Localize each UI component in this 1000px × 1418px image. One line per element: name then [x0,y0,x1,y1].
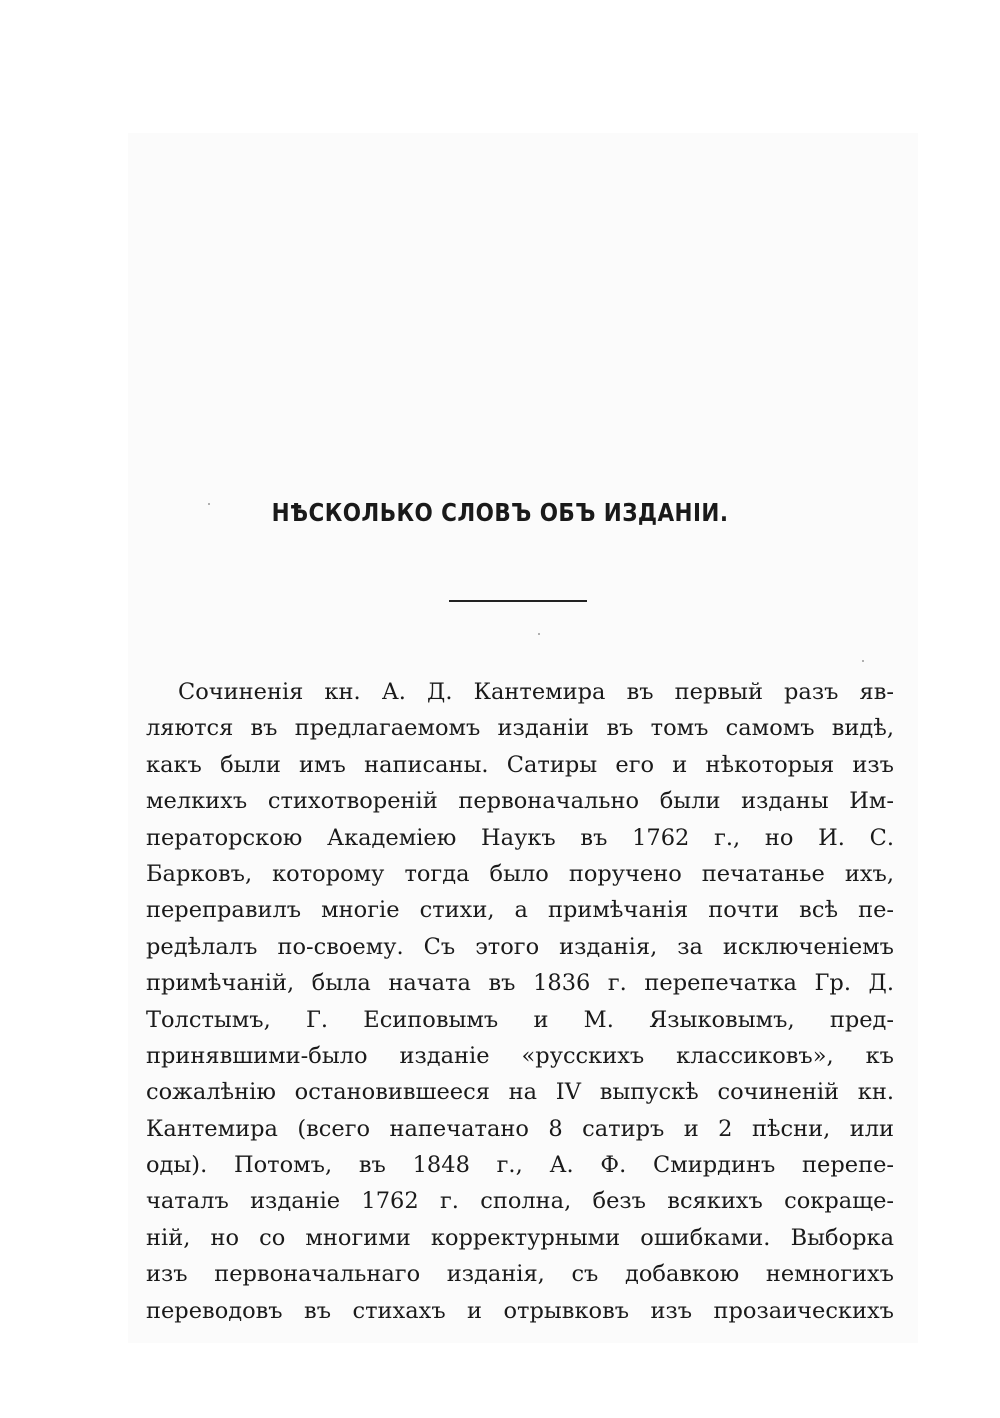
text-line: какъ были имъ написаны. Сатиры его и нѣкоторыя изъ [146,751,894,778]
text-line: переводовъ въ стихахъ и отрывковъ изъ прозаическихъ [146,1297,894,1324]
heading-divider-rule [449,600,587,602]
text-line: изъ первоначальнаго изданія, съ добавкою немногихъ [146,1261,894,1288]
text-line: примѣчаній, была начата въ 1836 г. перепечатка Гр. Д. [146,970,894,997]
text-line: Барковъ, которому тогда было поручено печатанье ихъ, [146,860,894,887]
text-line: мелкихъ стихотвореній первоначально были изданы Им- [146,788,894,815]
body-paragraph [146,674,894,1329]
text-line: Кантемира (всего напечатано 8 сатиръ и 2 пѣсни, или [146,1115,894,1142]
scan-speck [862,660,864,662]
text-line: оды). Потомъ, въ 1848 г., А. Ф. Смирдинъ перепе- [146,1152,894,1179]
text-line: чаталъ изданіе 1762 г. сполна, безъ всякихъ сокраще- [146,1188,894,1215]
text-line: принявшими-было изданіе «русскихъ классиковъ», къ [146,1042,894,1069]
text-line: переправилъ многіе стихи, а примѣчанія почти всѣ пе- [146,897,894,924]
text-line: сожалѣнію остановившееся на IV выпускѣ сочиненій кн. [146,1079,894,1106]
scan-speck [538,633,540,635]
text-line: редѣлалъ по-своему. Съ этого изданія, за исключеніемъ [146,933,894,960]
text-line: ній, но со многими корректурными ошибками. Выборка [146,1224,894,1251]
text-line: Толстымъ, Г. Есиповымъ и М. Языковымъ, пред- [146,1006,894,1033]
section-heading: НѢСКОЛЬКО СЛОВЪ ОБЪ ИЗДАНІИ. [271,498,729,527]
text-line: ляются въ предлагаемомъ изданіи въ томъ самомъ видѣ, [146,715,894,742]
text-line: Сочиненія кн. А. Д. Кантемира въ первый разъ яв- [178,679,894,705]
text-line: ператорскою Академіею Наукъ въ 1762 г., но И. С. [146,824,894,851]
scan-speck [208,503,210,505]
